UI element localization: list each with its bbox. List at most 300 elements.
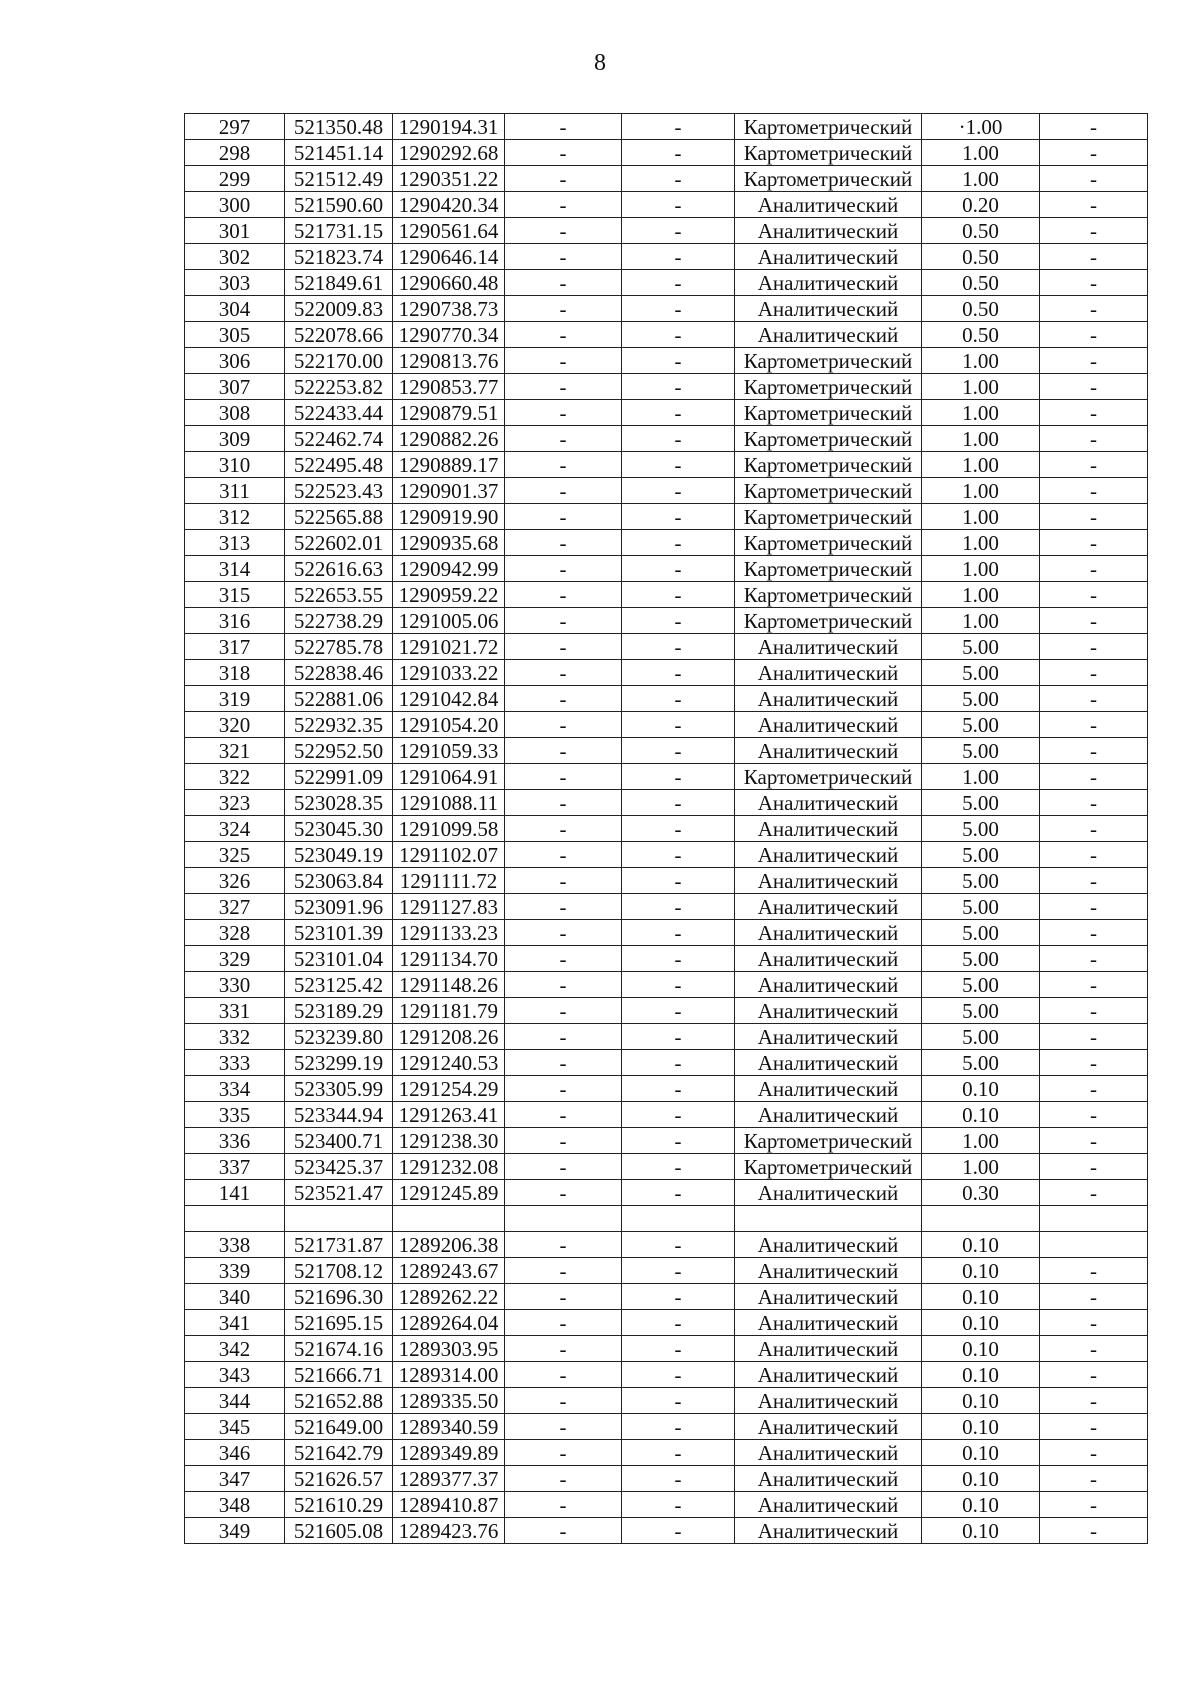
dash-cell: - — [1040, 1076, 1148, 1102]
dash-cell: - — [1040, 1336, 1148, 1362]
x-coordinate: 523305.99 — [285, 1076, 393, 1102]
method-cell: Аналитический — [735, 998, 922, 1024]
dash-cell: - — [505, 426, 622, 452]
dash-cell: - — [622, 348, 735, 374]
x-coordinate: 521610.29 — [285, 1492, 393, 1518]
point-number: 324 — [185, 816, 285, 842]
y-coordinate: 1291232.08 — [393, 1154, 505, 1180]
point-number: 341 — [185, 1310, 285, 1336]
dash-cell: - — [622, 426, 735, 452]
point-number: 316 — [185, 608, 285, 634]
dash-cell: - — [1040, 1284, 1148, 1310]
dash-cell: - — [505, 1310, 622, 1336]
table-row — [185, 504, 1148, 530]
y-coordinate: 1291088.11 — [393, 790, 505, 816]
empty-cell — [1040, 1206, 1148, 1232]
empty-cell — [393, 1206, 505, 1232]
x-coordinate: 521451.14 — [285, 140, 393, 166]
dash-cell: - — [505, 1336, 622, 1362]
dash-cell: - — [1040, 946, 1148, 972]
point-number: 342 — [185, 1336, 285, 1362]
method-cell: Аналитический — [735, 712, 922, 738]
method-cell: Аналитический — [735, 1440, 922, 1466]
accuracy-cell: 0.20 — [922, 192, 1040, 218]
point-number: 343 — [185, 1362, 285, 1388]
table-row — [185, 790, 1148, 816]
dash-cell: - — [505, 1518, 622, 1544]
method-cell: Картометрический — [735, 1154, 922, 1180]
method-cell: Аналитический — [735, 738, 922, 764]
accuracy-cell: 0.10 — [922, 1440, 1040, 1466]
accuracy-cell: ·1.00 — [922, 114, 1040, 140]
table-row — [185, 1180, 1148, 1206]
point-number: 345 — [185, 1414, 285, 1440]
dash-cell: - — [1040, 556, 1148, 582]
dash-cell: - — [1040, 1024, 1148, 1050]
point-number: 320 — [185, 712, 285, 738]
accuracy-cell: 0.30 — [922, 1180, 1040, 1206]
table-row — [185, 1128, 1148, 1154]
point-number: 322 — [185, 764, 285, 790]
table-row — [185, 1518, 1148, 1544]
dash-cell: - — [1040, 296, 1148, 322]
dash-cell: - — [505, 556, 622, 582]
method-cell: Аналитический — [735, 296, 922, 322]
dash-cell: - — [1040, 1440, 1148, 1466]
table-row — [185, 374, 1148, 400]
point-number: 306 — [185, 348, 285, 374]
method-cell: Аналитический — [735, 270, 922, 296]
table-row — [185, 1466, 1148, 1492]
dash-cell: - — [505, 712, 622, 738]
point-number: 328 — [185, 920, 285, 946]
accuracy-cell: 0.10 — [922, 1232, 1040, 1258]
x-coordinate: 523049.19 — [285, 842, 393, 868]
x-coordinate: 523400.71 — [285, 1128, 393, 1154]
method-cell: Картометрический — [735, 608, 922, 634]
y-coordinate: 1290919.90 — [393, 504, 505, 530]
accuracy-cell: 1.00 — [922, 504, 1040, 530]
dash-cell: - — [622, 686, 735, 712]
method-cell: Аналитический — [735, 1492, 922, 1518]
dash-cell: - — [1040, 998, 1148, 1024]
table-row — [185, 1102, 1148, 1128]
dash-cell: - — [622, 1154, 735, 1180]
dash-cell: - — [1040, 426, 1148, 452]
dash-cell: - — [1040, 686, 1148, 712]
point-number: 310 — [185, 452, 285, 478]
method-cell: Аналитический — [735, 660, 922, 686]
method-cell: Аналитический — [735, 972, 922, 998]
point-number: 141 — [185, 1180, 285, 1206]
x-coordinate: 521823.74 — [285, 244, 393, 270]
dash-cell: - — [505, 790, 622, 816]
table-row — [185, 1440, 1148, 1466]
y-coordinate: 1291238.30 — [393, 1128, 505, 1154]
method-cell: Картометрический — [735, 400, 922, 426]
dash-cell: - — [1040, 842, 1148, 868]
table-row — [185, 816, 1148, 842]
x-coordinate: 522653.55 — [285, 582, 393, 608]
dash-cell: - — [622, 998, 735, 1024]
dash-cell: - — [1040, 1310, 1148, 1336]
point-number: 335 — [185, 1102, 285, 1128]
dash-cell: - — [622, 114, 735, 140]
accuracy-cell: 5.00 — [922, 946, 1040, 972]
accuracy-cell: 5.00 — [922, 1050, 1040, 1076]
x-coordinate: 521649.00 — [285, 1414, 393, 1440]
x-coordinate: 523189.29 — [285, 998, 393, 1024]
table-row — [185, 738, 1148, 764]
accuracy-cell: 1.00 — [922, 452, 1040, 478]
accuracy-cell: 5.00 — [922, 816, 1040, 842]
point-number: 346 — [185, 1440, 285, 1466]
accuracy-cell: 0.50 — [922, 270, 1040, 296]
x-coordinate: 522170.00 — [285, 348, 393, 374]
accuracy-cell: 1.00 — [922, 478, 1040, 504]
accuracy-cell: 0.10 — [922, 1466, 1040, 1492]
method-cell: Аналитический — [735, 192, 922, 218]
method-cell: Картометрический — [735, 582, 922, 608]
point-number: 330 — [185, 972, 285, 998]
method-cell: Аналитический — [735, 920, 922, 946]
y-coordinate: 1290942.99 — [393, 556, 505, 582]
accuracy-cell: 0.10 — [922, 1102, 1040, 1128]
x-coordinate: 523028.35 — [285, 790, 393, 816]
method-cell: Аналитический — [735, 1336, 922, 1362]
table-row — [185, 1492, 1148, 1518]
dash-cell: - — [1040, 1258, 1148, 1284]
dash-cell: - — [1040, 452, 1148, 478]
method-cell: Аналитический — [735, 1466, 922, 1492]
method-cell: Аналитический — [735, 842, 922, 868]
dash-cell: - — [622, 764, 735, 790]
point-number: 333 — [185, 1050, 285, 1076]
dash-cell: - — [1040, 530, 1148, 556]
dash-cell: - — [505, 114, 622, 140]
method-cell: Аналитический — [735, 1050, 922, 1076]
accuracy-cell: 1.00 — [922, 140, 1040, 166]
dash-cell: - — [622, 1414, 735, 1440]
point-number: 305 — [185, 322, 285, 348]
table-row — [185, 712, 1148, 738]
table-row — [185, 842, 1148, 868]
point-number: 318 — [185, 660, 285, 686]
dash-cell: - — [622, 1466, 735, 1492]
y-coordinate: 1291127.83 — [393, 894, 505, 920]
accuracy-cell: 0.50 — [922, 244, 1040, 270]
accuracy-cell: 0.10 — [922, 1310, 1040, 1336]
point-number: 332 — [185, 1024, 285, 1050]
method-cell: Картометрический — [735, 374, 922, 400]
y-coordinate: 1289206.38 — [393, 1232, 505, 1258]
method-cell: Аналитический — [735, 1310, 922, 1336]
x-coordinate: 522565.88 — [285, 504, 393, 530]
point-number: 329 — [185, 946, 285, 972]
accuracy-cell: 1.00 — [922, 166, 1040, 192]
dash-cell: - — [1040, 140, 1148, 166]
dash-cell: - — [505, 868, 622, 894]
accuracy-cell: 5.00 — [922, 660, 1040, 686]
x-coordinate: 522462.74 — [285, 426, 393, 452]
method-cell: Аналитический — [735, 790, 922, 816]
method-cell: Аналитический — [735, 1076, 922, 1102]
table-row — [185, 1154, 1148, 1180]
dash-cell: - — [505, 1466, 622, 1492]
x-coordinate: 521652.88 — [285, 1388, 393, 1414]
y-coordinate: 1290889.17 — [393, 452, 505, 478]
dash-cell: - — [622, 192, 735, 218]
dash-cell: - — [622, 218, 735, 244]
dash-cell: - — [1040, 712, 1148, 738]
dash-cell: - — [505, 166, 622, 192]
dash-cell: - — [505, 894, 622, 920]
method-cell: Аналитический — [735, 1284, 922, 1310]
table-row — [185, 1258, 1148, 1284]
y-coordinate: 1289262.22 — [393, 1284, 505, 1310]
x-coordinate: 522078.66 — [285, 322, 393, 348]
point-number: 344 — [185, 1388, 285, 1414]
x-coordinate: 521674.16 — [285, 1336, 393, 1362]
table-row — [185, 1310, 1148, 1336]
accuracy-cell: 1.00 — [922, 1154, 1040, 1180]
dash-cell: - — [622, 244, 735, 270]
method-cell: Картометрический — [735, 530, 922, 556]
x-coordinate: 523521.47 — [285, 1180, 393, 1206]
dash-cell: - — [1040, 504, 1148, 530]
dash-cell: - — [1040, 764, 1148, 790]
method-cell: Картометрический — [735, 764, 922, 790]
x-coordinate: 523299.19 — [285, 1050, 393, 1076]
accuracy-cell: 0.10 — [922, 1518, 1040, 1544]
page-number: 8 — [594, 50, 606, 76]
accuracy-cell: 0.10 — [922, 1388, 1040, 1414]
empty-cell — [922, 1206, 1040, 1232]
dash-cell: - — [1040, 972, 1148, 998]
dash-cell: - — [1040, 1466, 1148, 1492]
method-cell: Аналитический — [735, 868, 922, 894]
x-coordinate: 523344.94 — [285, 1102, 393, 1128]
table-row — [185, 140, 1148, 166]
y-coordinate: 1289335.50 — [393, 1388, 505, 1414]
empty-cell — [622, 1206, 735, 1232]
accuracy-cell: 5.00 — [922, 998, 1040, 1024]
x-coordinate: 521350.48 — [285, 114, 393, 140]
table-row — [185, 244, 1148, 270]
point-number: 321 — [185, 738, 285, 764]
dash-cell: - — [505, 842, 622, 868]
dash-cell: - — [505, 1076, 622, 1102]
dash-cell: - — [505, 608, 622, 634]
dash-cell: - — [622, 1128, 735, 1154]
dash-cell: - — [622, 322, 735, 348]
x-coordinate: 521642.79 — [285, 1440, 393, 1466]
dash-cell: - — [622, 712, 735, 738]
x-coordinate: 523101.04 — [285, 946, 393, 972]
dash-cell: - — [505, 920, 622, 946]
method-cell: Картометрический — [735, 426, 922, 452]
y-coordinate: 1289410.87 — [393, 1492, 505, 1518]
point-number: 340 — [185, 1284, 285, 1310]
dash-cell: - — [1040, 1154, 1148, 1180]
x-coordinate: 523239.80 — [285, 1024, 393, 1050]
point-number: 349 — [185, 1518, 285, 1544]
dash-cell: - — [505, 400, 622, 426]
dash-cell: - — [505, 504, 622, 530]
x-coordinate: 522952.50 — [285, 738, 393, 764]
dash-cell: - — [622, 1024, 735, 1050]
point-number: 348 — [185, 1492, 285, 1518]
x-coordinate: 522523.43 — [285, 478, 393, 504]
x-coordinate: 522991.09 — [285, 764, 393, 790]
point-number: 308 — [185, 400, 285, 426]
dash-cell: - — [505, 582, 622, 608]
y-coordinate: 1291134.70 — [393, 946, 505, 972]
y-coordinate: 1290879.51 — [393, 400, 505, 426]
y-coordinate: 1291254.29 — [393, 1076, 505, 1102]
y-coordinate: 1291059.33 — [393, 738, 505, 764]
y-coordinate: 1290959.22 — [393, 582, 505, 608]
accuracy-cell: 1.00 — [922, 764, 1040, 790]
table-row — [185, 582, 1148, 608]
dash-cell: - — [505, 270, 622, 296]
table-row — [185, 1050, 1148, 1076]
dash-cell: - — [1040, 608, 1148, 634]
method-cell: Аналитический — [735, 1180, 922, 1206]
method-cell: Картометрический — [735, 452, 922, 478]
y-coordinate: 1291263.41 — [393, 1102, 505, 1128]
dash-cell: - — [1040, 192, 1148, 218]
empty-cell — [735, 1206, 922, 1232]
dash-cell: - — [505, 374, 622, 400]
dash-cell: - — [505, 530, 622, 556]
method-cell: Картометрический — [735, 348, 922, 374]
dash-cell: - — [1040, 660, 1148, 686]
dash-cell: - — [1040, 868, 1148, 894]
dash-cell: - — [505, 1284, 622, 1310]
dash-cell: - — [622, 478, 735, 504]
dash-cell: - — [1040, 1362, 1148, 1388]
dash-cell: - — [505, 1232, 622, 1258]
y-coordinate: 1291064.91 — [393, 764, 505, 790]
accuracy-cell: 0.10 — [922, 1258, 1040, 1284]
dash-cell: - — [1040, 114, 1148, 140]
dash-cell: - — [622, 660, 735, 686]
table-row — [185, 1284, 1148, 1310]
method-cell: Аналитический — [735, 1388, 922, 1414]
point-number: 347 — [185, 1466, 285, 1492]
y-coordinate: 1291005.06 — [393, 608, 505, 634]
dash-cell — [1040, 1232, 1148, 1258]
table-row — [185, 426, 1148, 452]
dash-cell: - — [505, 1440, 622, 1466]
x-coordinate: 523063.84 — [285, 868, 393, 894]
y-coordinate: 1291111.72 — [393, 868, 505, 894]
y-coordinate: 1291181.79 — [393, 998, 505, 1024]
y-coordinate: 1290561.64 — [393, 218, 505, 244]
dash-cell: - — [505, 452, 622, 478]
dash-cell: - — [505, 296, 622, 322]
dash-cell: - — [622, 1232, 735, 1258]
point-number: 313 — [185, 530, 285, 556]
dash-cell: - — [622, 1388, 735, 1414]
point-number: 309 — [185, 426, 285, 452]
x-coordinate: 521708.12 — [285, 1258, 393, 1284]
method-cell: Аналитический — [735, 322, 922, 348]
y-coordinate: 1290935.68 — [393, 530, 505, 556]
accuracy-cell: 5.00 — [922, 972, 1040, 998]
y-coordinate: 1289340.59 — [393, 1414, 505, 1440]
dash-cell: - — [505, 816, 622, 842]
y-coordinate: 1290292.68 — [393, 140, 505, 166]
point-number: 336 — [185, 1128, 285, 1154]
table-row — [185, 1024, 1148, 1050]
point-number: 326 — [185, 868, 285, 894]
accuracy-cell: 5.00 — [922, 712, 1040, 738]
x-coordinate: 522785.78 — [285, 634, 393, 660]
point-number: 338 — [185, 1232, 285, 1258]
table-row — [185, 998, 1148, 1024]
dash-cell: - — [505, 218, 622, 244]
accuracy-cell: 1.00 — [922, 426, 1040, 452]
dash-cell: - — [505, 322, 622, 348]
x-coordinate: 521590.60 — [285, 192, 393, 218]
dash-cell: - — [622, 296, 735, 322]
table-row — [185, 270, 1148, 296]
table-row — [185, 868, 1148, 894]
x-coordinate: 521626.57 — [285, 1466, 393, 1492]
accuracy-cell: 0.10 — [922, 1362, 1040, 1388]
y-coordinate: 1290882.26 — [393, 426, 505, 452]
x-coordinate: 521666.71 — [285, 1362, 393, 1388]
table-row — [185, 686, 1148, 712]
x-coordinate: 522738.29 — [285, 608, 393, 634]
dash-cell: - — [622, 790, 735, 816]
dash-cell: - — [505, 1102, 622, 1128]
dash-cell: - — [622, 374, 735, 400]
y-coordinate: 1291021.72 — [393, 634, 505, 660]
dash-cell: - — [622, 894, 735, 920]
point-number: 319 — [185, 686, 285, 712]
accuracy-cell: 0.50 — [922, 296, 1040, 322]
point-number: 337 — [185, 1154, 285, 1180]
empty-cell — [285, 1206, 393, 1232]
accuracy-cell: 5.00 — [922, 920, 1040, 946]
dash-cell: - — [622, 504, 735, 530]
method-cell: Аналитический — [735, 634, 922, 660]
dash-cell: - — [505, 244, 622, 270]
dash-cell: - — [622, 1492, 735, 1518]
method-cell: Аналитический — [735, 894, 922, 920]
dash-cell: - — [1040, 400, 1148, 426]
method-cell: Аналитический — [735, 218, 922, 244]
accuracy-cell: 5.00 — [922, 868, 1040, 894]
point-number: 304 — [185, 296, 285, 322]
x-coordinate: 521605.08 — [285, 1518, 393, 1544]
dash-cell: - — [505, 1258, 622, 1284]
accuracy-cell: 5.00 — [922, 1024, 1040, 1050]
method-cell: Аналитический — [735, 1258, 922, 1284]
y-coordinate: 1291099.58 — [393, 816, 505, 842]
empty-cell — [185, 1206, 285, 1232]
table-row — [185, 1388, 1148, 1414]
table-row — [185, 1414, 1148, 1440]
dash-cell: - — [622, 868, 735, 894]
dash-cell: - — [622, 1102, 735, 1128]
table-row — [185, 192, 1148, 218]
dash-cell: - — [1040, 244, 1148, 270]
blank-row — [185, 1206, 1148, 1232]
